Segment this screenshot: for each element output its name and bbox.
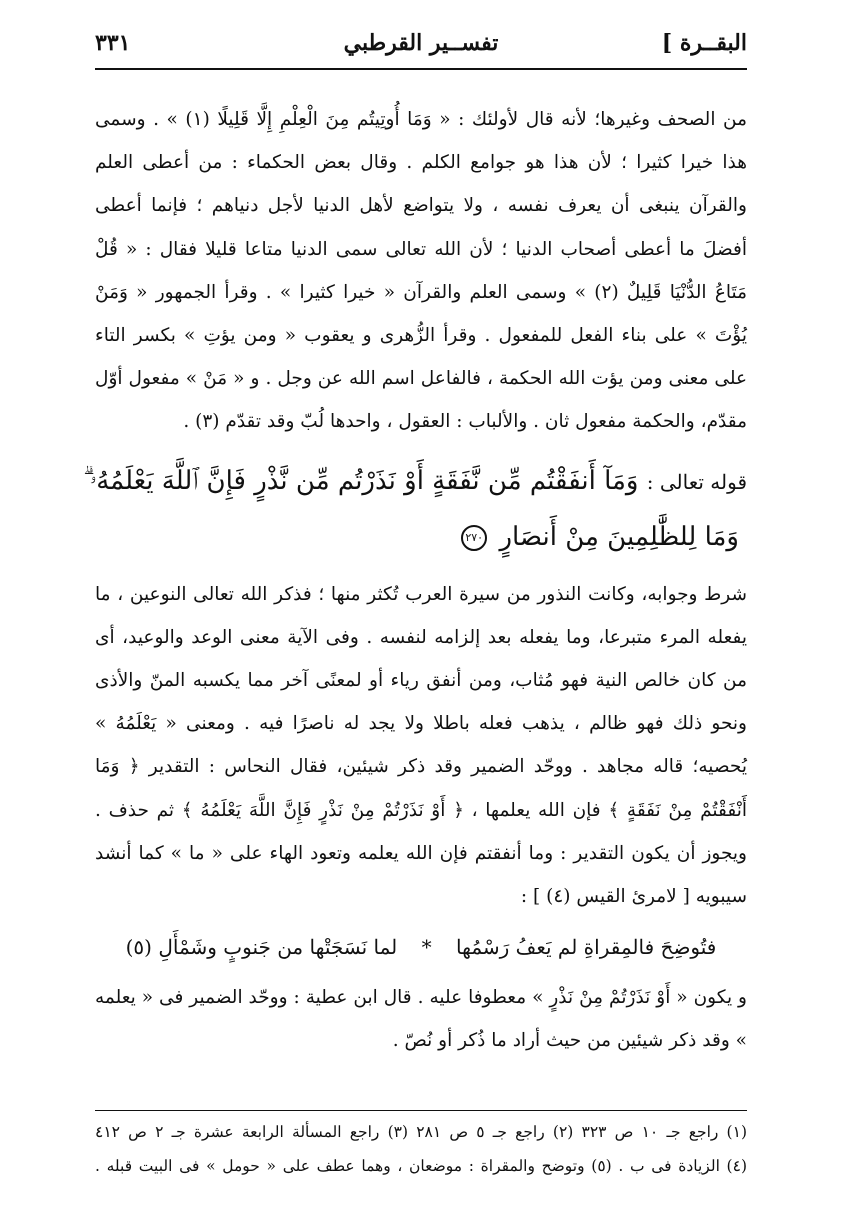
- running-header: [95, 24, 747, 70]
- poem-separator: *: [421, 935, 432, 960]
- footnote-line-1: (١) راجع جـ ١٠ ص ٣٢٣ (٢) راجع جـ ٥ ص ٢٨١ (٣) راجع المسألة الرابعة عشرة جـ ٢ ص ٤١٢: [95, 1123, 747, 1141]
- verse-intro: قوله تعالى :: [646, 469, 747, 494]
- footnote-line-2: (٤) الزيادة فى ب . (٥) وتوضح والمقراة : موضعان ، وهما عطف على « حومل » فى البيت قبله .: [95, 1157, 747, 1175]
- paragraph-2: شرط وجوابه، وكانت النذور من سيرة العرب تُكثر منها ؛ فذكر الله تعالى النوعين ، ما يفعله المرء متبرعا، وما يفعله بعد إلزامه لنفسه . وفى الآية معنى الوعد والوعيد، أى من كان خالص النية فهو مُثاب، ومن أنفق رياء أو لمعنًى آخر مما يكسبه المنّ والأذى ونحو ذلك فهو ظالم ، يذهب فعله باطلا ولا يجد له ناصرًا فيه . ومعنى « يَعْلَمُهُ » يُحصيه؛ قاله مجاهد . ووحّد الضمير وقد ذكر شيئين، فقال النحاس : التقدير ﴿ وَمَا أَنْفَقْتُمْ مِنْ نَفَقَةٍ ﴾ فإن الله يعلمها ، ﴿ أَوْ نَذَرْتُمْ مِنْ نَذْرٍ فَإِنَّ اللَّهَ يَعْلَمُهُ ﴾ ثم حذف . ويجوز أن يكون التقدير : وما أنفقتم فإن الله يعلمه وتعود الهاء على « ما » كما أنشد سيبويه [ لامرئ القيس (٤) ] :: [95, 583, 747, 908]
- poem-hemistich-1: فتُوضِحَ فالمِقراةِ لم يَعفُ رَسْمُها: [456, 935, 717, 960]
- paragraph-3: و يكون « أَوْ نَذَرْتُمْ مِنْ نَذْرٍ » معطوفا عليه . قال ابن عطية : ووحّد الضمير فى « يعلمه » وقد ذكر شيئين من حيث أراد ما ذُكر أو نُصّ .: [95, 987, 747, 1052]
- section-label: البقــرة: [679, 30, 747, 56]
- footnotes: [95, 1110, 747, 1183]
- paragraph-1: من الصحف وغيرها؛ لأنه قال لأولئك : « وَمَا أُوتِيتُم مِنَ الْعِلْمِ إِلَّا قَلِيلًا (١) » . وسمى هذا خيرا كثيرا ؛ لأن هذا هو جوامع الكلم . وقال بعض الحكماء : من أعطى العلم والقرآن ينبغى أن يعرف نفسه ، ولا يتواضع لأهل الدنيا لأجل دنياهم ؛ فإنما أعطى أفضلَ ما أعطى أصحاب الدنيا ؛ لأن الله تعالى سمى الدنيا متاعا قليلا فقال : « قُلْ مَتَاعُ الدُّنْيَا قَلِيلٌ (٢) » وسمى العلم والقرآن « خيرا كثيرا » . وقرأ الجمهور « وَمَنْ يُؤْتَ » على بناء الفعل للمفعول . وقرأ الزُّهرى و يعقوب « ومن يؤتِ » بكسر التاء على معنى ومن يؤت الله الحكمة ، فالفاعل اسم الله عن وجل . و « مَنْ » مفعول أوّل مقدّم، والحكمة مفعول ثان . والألباب : العقول ، واحدها لُبّ وقد تقدّم (٣) .: [95, 109, 748, 433]
- poem-verse: [95, 922, 747, 972]
- verse-text-1: وَمَآ أَنفَقْتُم مِّن نَّفَقَةٍ أَوْ نَذَرْتُم مِّن نَّذْرٍ فَإِنَّ ٱللَّهَ يَعْلَمُهُۥ ۗ: [83, 465, 639, 496]
- verse-line-1: [83, 454, 747, 509]
- quran-verse: [83, 454, 747, 565]
- poem-hemistich-2: لما نَسَجَتْها من جَنوبٍ وشَمْأَلِ (٥): [125, 935, 398, 960]
- verse-line-2: [95, 509, 747, 565]
- book-title: تفســير القرطبي: [343, 30, 499, 56]
- verse-text-2: وَمَا لِلظَّٰلِمِينَ مِنْ أَنصَارٍ: [499, 521, 739, 552]
- page-number: ٣٣١: [95, 30, 131, 56]
- section-bracket: ]: [661, 30, 673, 56]
- main-text: [83, 98, 748, 1063]
- verse-number-marker: ٢٧٠: [461, 525, 487, 551]
